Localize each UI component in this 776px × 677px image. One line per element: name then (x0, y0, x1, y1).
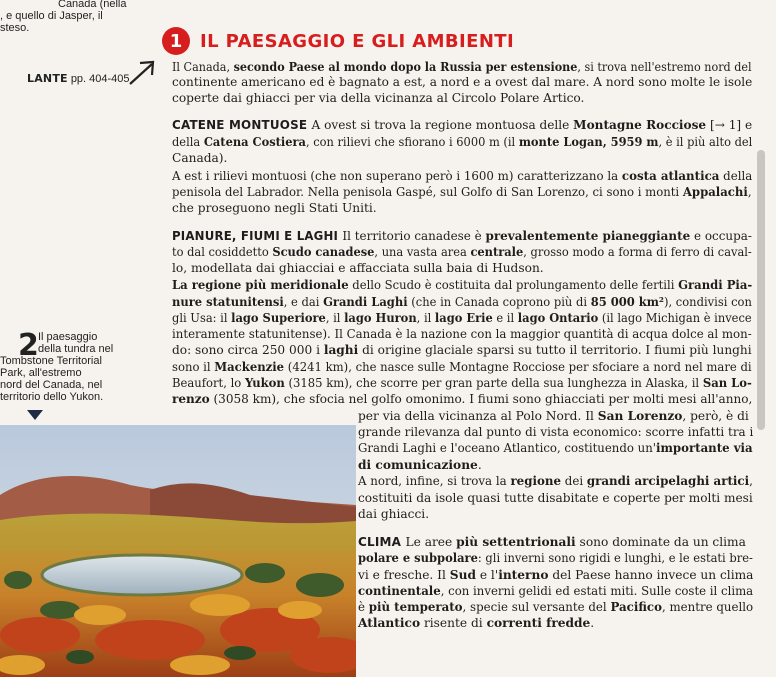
body-line (172, 151, 227, 166)
snippet-line: steso. (0, 22, 30, 34)
text-run: , però, è di (682, 409, 749, 423)
bold-term: di comunicazione (358, 458, 478, 472)
bold-term: La regione più meridionale (172, 278, 349, 292)
body-line (172, 229, 752, 244)
text-run: , (749, 474, 753, 488)
bold-term: prevalentemente pianeggiante (485, 229, 691, 243)
text-run: e occupa- (690, 229, 752, 243)
bold-term: Catena Costiera (203, 135, 306, 149)
section-number-badge: 1 (162, 27, 190, 55)
text-run: dello Scudo è costituita dal prolungamento delle fertili (348, 278, 679, 292)
text-run: (3185 km), che scorre per gran parte della sua lunghezza in Alaska, il (284, 376, 703, 390)
section-header (162, 26, 514, 56)
body-line (172, 185, 752, 200)
atlante-label: LANTE (27, 72, 68, 85)
body-line (172, 75, 752, 90)
caption-line: Il paesaggio (38, 331, 98, 343)
body-line (172, 278, 752, 293)
body-line (358, 458, 482, 473)
text-run: Il Canada, (172, 60, 234, 74)
body-line (358, 474, 753, 489)
body-line (172, 327, 752, 342)
body-line (358, 425, 753, 440)
text-run: , e dai (283, 295, 324, 309)
text-run: sono il (172, 360, 215, 374)
text-run: , una vasta area (374, 245, 471, 259)
atlante-pages: pp. 404-405 (70, 73, 130, 85)
text-run: , specie sul versante del (462, 600, 611, 614)
bold-term: Mackenzie (214, 360, 285, 374)
text-run: costituiti da isole quasi tutte disabitate e coperte per molti mesi (358, 491, 753, 505)
text-run: (che in Canada coprono più di (407, 295, 591, 309)
text-run: Grandi Laghi e l'oceano Atlantico, costituendo un' (358, 441, 657, 455)
caption-line: territorio dello Yukon. (0, 391, 104, 403)
text-run: ), condivisi con (663, 295, 752, 309)
bold-term: Appalachi (682, 185, 748, 199)
bold-term: Sud (449, 568, 476, 582)
bold-term: Grandi Laghi (323, 295, 408, 309)
text-run: do: sono circa 250 000 i (172, 343, 324, 357)
photo-caption (0, 328, 114, 403)
text-run: (il lago Michigan è invece (598, 311, 752, 325)
text-run: dei (560, 474, 587, 488)
text-run: A nord, infine, si trova la (358, 474, 511, 488)
bold-term: San Lorenzo (597, 409, 683, 423)
text-run: sono dominate da un clima (575, 535, 746, 549)
section-title: IL PAESAGGIO E GLI AMBIENTI (200, 30, 515, 52)
text-run: per via della vicinanza al Polo Nord. Il (358, 409, 598, 423)
bold-term: Grandi Pia- (678, 278, 753, 292)
paragraph-keyword: CLIMA (358, 535, 406, 549)
bold-term: lago Ontario (517, 311, 599, 325)
text-run: [→ 1] e (706, 118, 753, 132)
bold-term: più temperato (368, 600, 463, 614)
bold-term: continentale (358, 584, 441, 598)
body-line (172, 295, 752, 310)
body-line (172, 343, 752, 358)
body-line (172, 169, 752, 184)
bold-term: Atlantico (358, 616, 421, 630)
body-line (358, 491, 753, 506)
bold-term: 85 000 km² (590, 295, 664, 309)
vertical-scrollbar[interactable] (757, 150, 765, 430)
text-run: , il (416, 311, 435, 325)
bold-term: secondo Paese al mondo dopo la Russia per estensione (233, 60, 578, 74)
body-line (172, 60, 752, 75)
bold-term: Montagne Rocciose (573, 118, 707, 132)
body-line (358, 616, 594, 631)
text-run: risente di (420, 616, 487, 630)
text-run: A est i rilievi montuosi (che non superano però i 1600 m) caratterizzano la (172, 169, 622, 183)
text-run: , è il più alto del (658, 135, 753, 149)
text-run: (4241 km), che nasce sulle Montagne Rocciose per sfociare a nord nel mare di (284, 360, 752, 374)
text-run: gli Usa: il (172, 311, 232, 325)
caption-line: nord del Canada, nel (0, 379, 103, 391)
body-line (172, 392, 752, 407)
arrow-icon (128, 58, 158, 88)
bold-term: monte Logan, 5959 m (518, 135, 659, 149)
bold-term: lago Superiore (231, 311, 326, 325)
text-run: : gli inverni sono rigidi e lunghi, e le estati bre- (477, 551, 753, 565)
bold-term: laghi (323, 343, 359, 357)
text-run: , grosso modo a forma di ferro di caval- (523, 245, 752, 259)
bold-term: più settentrionali (456, 535, 576, 549)
bold-term: renzo (172, 392, 210, 406)
bold-term: importante via (656, 441, 753, 455)
text-run: coperte dai ghiacci per via della vicinanza al Circolo Polare Artico. (172, 91, 585, 105)
body-line (358, 535, 746, 550)
text-run: vi e fresche. Il (358, 568, 450, 582)
tundra-photo (0, 425, 356, 677)
body-line (358, 507, 429, 522)
text-run: è (358, 600, 369, 614)
paragraph-keyword: PIANURE, FIUMI E LAGHI (172, 229, 343, 243)
text-run: lo, modellata dai ghiacciai e affacciata sulla baia di Hudson. (172, 261, 544, 275)
bold-term: nure statunitensi (172, 295, 284, 309)
previous-column-text (0, 0, 170, 34)
caption-line: Tombstone Territorial (0, 355, 102, 367)
caption-number: 2 (18, 328, 39, 363)
body-line (172, 376, 752, 391)
text-run: . (590, 616, 595, 630)
text-run: , il (325, 311, 345, 325)
text-run: , si trova nell'estremo nord del (577, 60, 752, 74)
text-run: continente americano ed è bagnato a est, a nord e a ovest dal mare. A nord sono molte le isole (172, 75, 753, 89)
text-run: A ovest si trova la regione montuosa delle (311, 118, 574, 132)
body-line (172, 261, 544, 276)
caption-pointer-icon (26, 409, 44, 421)
body-line (172, 360, 752, 375)
text-run: e il (492, 311, 518, 325)
caption-line: della tundra nel (38, 343, 114, 355)
text-run: grande rilevanza dal punto di vista economico: scorre infatti tra i (358, 425, 754, 439)
body-line (172, 135, 752, 150)
body-line (172, 91, 584, 106)
body-line (172, 201, 377, 216)
text-run: , con rilievi che sfiorano i 6000 m (il (305, 135, 519, 149)
bold-term: Yukon (244, 376, 285, 390)
text-run: penisola del Labrador. Nella penisola Gaspé, sul Golfo di San Lorenzo, ci sono i monti (172, 185, 683, 199)
bold-term: correnti fredde (486, 616, 591, 630)
snippet-line: , e quello di Jasper, il (0, 10, 103, 22)
body-line (358, 584, 753, 599)
bold-term: lago Huron (344, 311, 417, 325)
text-run: , (747, 185, 752, 199)
bold-term: lago Erie (434, 311, 493, 325)
text-run: Canada). (172, 151, 228, 165)
text-run: dai ghiacci. (358, 507, 430, 521)
bold-term: regione (510, 474, 561, 488)
text-run: Le aree (405, 535, 457, 549)
text-run: del Paese hanno invece un clima (548, 568, 754, 582)
bold-term: San Lo- (702, 376, 752, 390)
text-run: della (719, 169, 753, 183)
snippet-line: Canada (nella (58, 0, 127, 10)
body-line (358, 568, 753, 583)
bold-term: interno (498, 568, 549, 582)
body-line (358, 600, 753, 615)
caption-line: Park, all'estremo (0, 367, 82, 379)
text-run: che proseguono negli Stati Uniti. (172, 201, 377, 215)
bold-term: centrale (470, 245, 524, 259)
paragraph-keyword: CATENE MONTUOSE (172, 118, 312, 132)
text-run: (3058 km), che sfocia nel golfo omonimo. I fiumi sono ghiacciati per molti mesi all'anno, (209, 392, 753, 406)
text-run: Beaufort, lo (172, 376, 245, 390)
body-line (358, 551, 753, 566)
bold-term: grandi arcipelaghi artici (586, 474, 750, 488)
body-line (358, 441, 753, 456)
text-run: e l' (475, 568, 499, 582)
text-run: di origine glaciale sparsi su tutto il territorio. I fiumi più lunghi (358, 343, 752, 357)
text-run: interamente statunitense). Il Canada è la nazione con la maggior quantità di acqua dolce al mon- (172, 327, 752, 341)
text-run: to dal cosiddetto (172, 245, 273, 259)
bold-term: polare e subpolare (358, 551, 478, 565)
body-line (172, 245, 752, 260)
text-run: . (477, 458, 482, 472)
text-run: , mentre quello (661, 600, 754, 614)
text-run: , con inverni gelidi ed estati miti. Sulle coste il clima (440, 584, 754, 598)
atlante-reference[interactable] (27, 72, 130, 85)
bold-term: Pacifico (610, 600, 662, 614)
body-line (172, 311, 752, 326)
text-run: Il territorio canadese è (342, 229, 486, 243)
bold-term: Scudo canadese (272, 245, 375, 259)
bold-term: costa atlantica (621, 169, 720, 183)
text-run: della (172, 135, 204, 149)
body-line (172, 118, 752, 133)
body-line (358, 409, 749, 424)
